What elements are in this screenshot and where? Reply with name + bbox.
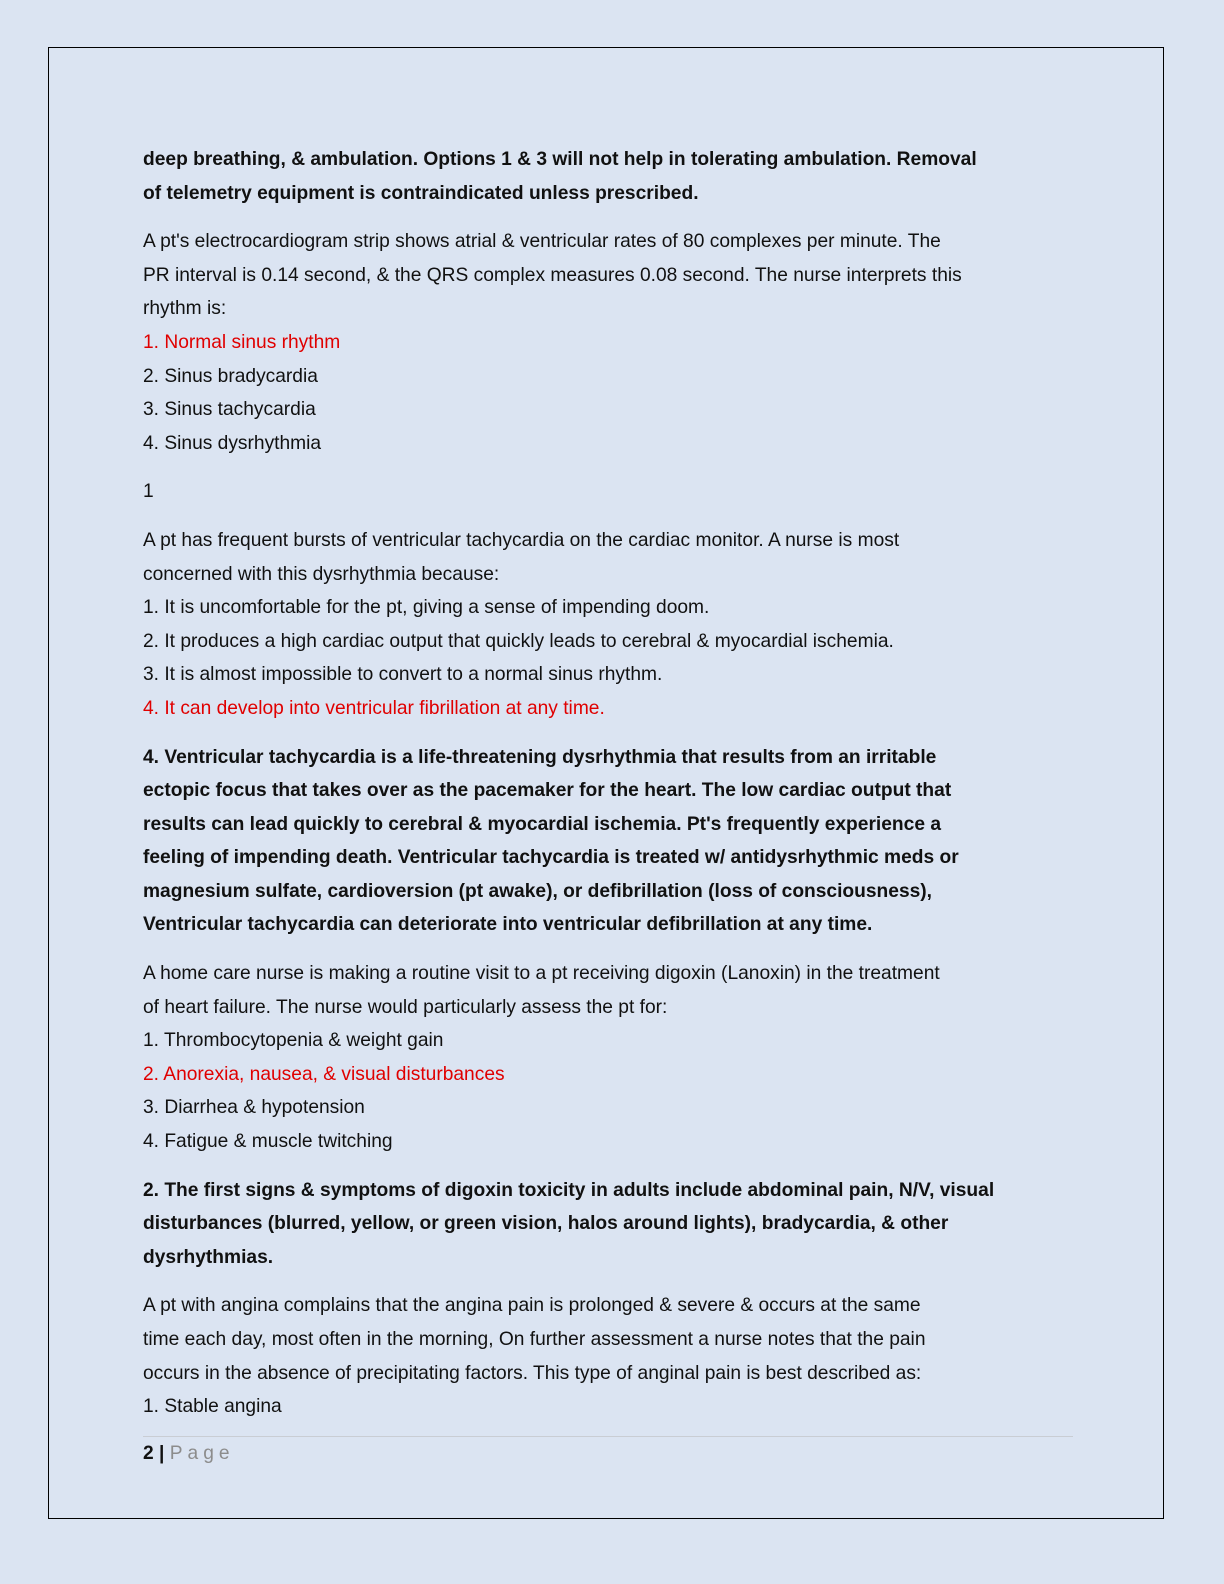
- answer-option: 1. Thrombocytopenia & weight gain: [143, 1030, 444, 1052]
- question-stem: rhythm is:: [143, 298, 227, 320]
- question-stem: concerned with this dysrhythmia because:: [143, 563, 500, 585]
- answer-option: 2. Sinus bradycardia: [143, 365, 318, 387]
- answer-option: 1. It is uncomfortable for the pt, giving a sense of impending doom.: [143, 597, 710, 619]
- answer-option-correct: 1. Normal sinus rhythm: [143, 331, 341, 353]
- text-line: 2. The first signs & symptoms of digoxin toxicity in adults include abdominal pain, N/V, visual: [143, 1179, 995, 1201]
- text-line: magnesium sulfate, cardioversion (pt awake), or defibrillation (loss of consciousness),: [143, 880, 933, 902]
- answer-option: 3. Diarrhea & hypotension: [143, 1097, 365, 1119]
- answer-option: 4. Sinus dysrhythmia: [143, 432, 322, 454]
- page-footer: [143, 1440, 235, 1468]
- question-stem: occurs in the absence of precipitating factors. This type of anginal pain is best described as:: [143, 1362, 922, 1384]
- text-line: disturbances (blurred, yellow, or green vision, halos around lights), bradycardia, & other: [143, 1213, 949, 1235]
- rationale-digoxin: [143, 1174, 1063, 1275]
- answer-option: 3. Sinus tachycardia: [143, 399, 316, 421]
- page-number: 2: [143, 1443, 154, 1464]
- question-ventricular-tachycardia: [143, 524, 1063, 726]
- question-angina: [143, 1289, 1063, 1423]
- question-stem: A home care nurse is making a routine visit to a pt receiving digoxin (Lanoxin) in the treatment: [143, 963, 940, 985]
- page-label: Page: [169, 1443, 235, 1464]
- text-line: of telemetry equipment is contraindicated unless prescribed.: [143, 182, 699, 204]
- question-stem: PR interval is 0.14 second, & the QRS complex measures 0.08 second. The nurse interprets this: [143, 264, 962, 286]
- answer-option-correct: 2. Anorexia, nausea, & visual disturbances: [143, 1063, 505, 1085]
- question-stem: of heart failure. The nurse would particularly assess the pt for:: [143, 996, 668, 1018]
- footer-divider: [143, 1436, 1073, 1437]
- footer-separator: |: [159, 1443, 165, 1464]
- answer-key: [143, 475, 1063, 509]
- rationale-previous: [143, 143, 1063, 210]
- text-line: deep breathing, & ambulation. Options 1 & 3 will not help in tolerating ambulation. Removal: [143, 149, 977, 170]
- answer-number: 1: [143, 481, 154, 503]
- answer-option: 1. Stable angina: [143, 1396, 282, 1418]
- text-line: dysrhythmias.: [143, 1246, 274, 1268]
- rationale-ventricular-tachycardia: [143, 741, 1063, 943]
- text-line: ectopic focus that takes over as the pacemaker for the heart. The low cardiac output that: [143, 780, 952, 802]
- question-stem: time each day, most often in the morning, On further assessment a nurse notes that the pain: [143, 1329, 926, 1350]
- answer-option-correct: 4. It can develop into ventricular fibrillation at any time.: [143, 697, 605, 719]
- question-stem: A pt's electrocardiogram strip shows atrial & ventricular rates of 80 complexes per minute. The: [143, 231, 941, 253]
- document-body: [143, 143, 1063, 1439]
- text-line: Ventricular tachycardia can deteriorate into ventricular defibrillation at any time.: [143, 914, 873, 936]
- question-ecg-rhythm: [143, 225, 1063, 460]
- answer-option: 3. It is almost impossible to convert to a normal sinus rhythm.: [143, 664, 663, 686]
- question-stem: A pt with angina complains that the angina pain is prolonged & severe & occurs at the same: [143, 1295, 921, 1317]
- question-stem: A pt has frequent bursts of ventricular tachycardia on the cardiac monitor. A nurse is most: [143, 529, 900, 551]
- answer-option: 2. It produces a high cardiac output that quickly leads to cerebral & myocardial ischemia.: [143, 630, 894, 652]
- text-line: results can lead quickly to cerebral & myocardial ischemia. Pt's frequently experience a: [143, 813, 941, 835]
- text-line: 4. Ventricular tachycardia is a life-threatening dysrhythmia that results from an irritable: [143, 746, 937, 768]
- question-digoxin: [143, 957, 1063, 1159]
- text-line: feeling of impending death. Ventricular tachycardia is treated w/ antidysrhythmic meds or: [143, 847, 959, 869]
- answer-option: 4. Fatigue & muscle twitching: [143, 1131, 393, 1153]
